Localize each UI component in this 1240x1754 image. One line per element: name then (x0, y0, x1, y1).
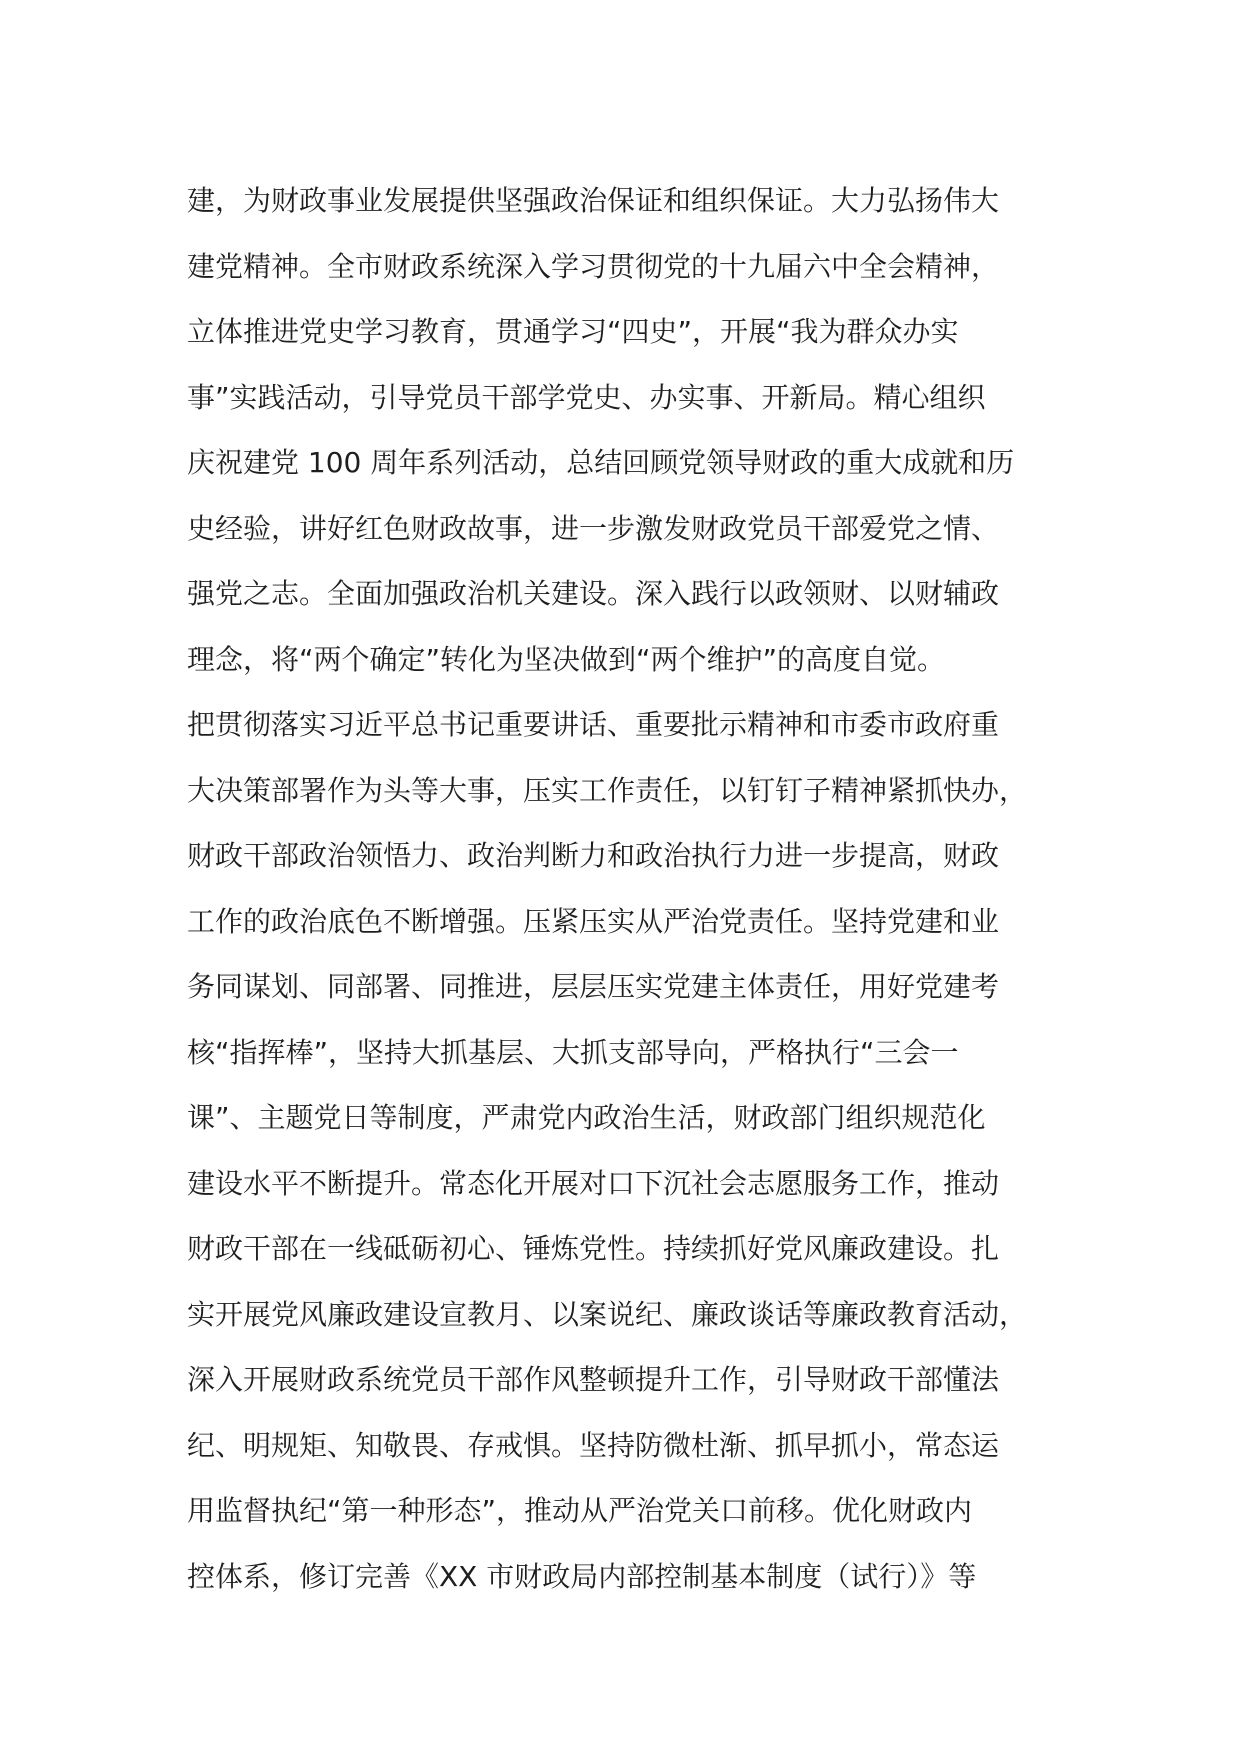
text-line: 史经验，讲好红色财政故事，进一步激发财政党员干部爱党之情、 (187, 511, 1000, 545)
text-line: 务同谋划、同部署、同推进，层层压实党建主体责任，用好党建考 (187, 970, 1000, 1003)
text-line: 理念，将“两个确定”转化为坚决做到“两个维护”的高度自觉。 (187, 642, 946, 676)
text-line: 财政干部在一线砥砺初心、锤炼党性。持续抓好党风廉政建设。扎 (187, 1232, 1000, 1265)
text-line: 实开展党风廉政建设宣教月、以案说纪、廉政谈话等廉政教育活动， (187, 1297, 1028, 1331)
text-line: 庆祝建党 100 周年系列活动，总结回顾党领导财政的重大成就和历 (187, 446, 1015, 479)
text-line: 核“指挥棒”，坚持大抓基层、大抓支部导向，严格执行“三会一 (187, 1035, 959, 1069)
text-line: 深入开展财政系统党员干部作风整顿提升工作，引导财政干部懂法 (187, 1363, 1000, 1396)
text-line: 建党精神。全市财政系统深入学习贯彻党的十九届六中全会精神， (187, 249, 1000, 283)
text-line: 事”实践活动，引导党员干部学党史、办实事、开新局。精心组织 (187, 380, 986, 414)
text-line: 用监督执纪“第一种形态”，推动从严治党关口前移。优化财政内 (187, 1494, 973, 1527)
text-line: 建，为财政事业发展提供坚强政治保证和组织保证。大力弘扬伟大 (187, 184, 1000, 217)
text-line: 纪、明规矩、知敬畏、存戒惧。坚持防微杜渐、抓早抓小，常态运 (187, 1428, 1000, 1462)
text-line: 把贯彻落实习近平总书记重要讲话、重要批示精神和市委市政府重 (187, 708, 1000, 741)
text-line: 工作的政治底色不断增强。压紧压实从严治党责任。坚持党建和业 (187, 904, 1000, 938)
text-line: 建设水平不断提升。常态化开展对口下沉社会志愿服务工作，推动 (187, 1166, 1000, 1200)
text-line: 课”、主题党日等制度，严肃党内政治生活，财政部门组织规范化 (187, 1101, 986, 1134)
text-line: 财政干部政治领悟力、政治判断力和政治执行力进一步提高，财政 (187, 839, 1000, 872)
text-line: 控体系，修订完善《XX 市财政局内部控制基本制度（试行）》等 (187, 1559, 977, 1593)
document-body (187, 168, 1067, 1609)
text-line: 强党之志。全面加强政治机关建设。深入践行以政领财、以财辅政 (187, 577, 1000, 610)
text-line: 大决策部署作为头等大事，压实工作责任，以钉钉子精神紧抓快办， (187, 773, 1028, 807)
text-line: 立体推进党史学习教育，贯通学习“四史”，开展“我为群众办实 (187, 315, 959, 348)
